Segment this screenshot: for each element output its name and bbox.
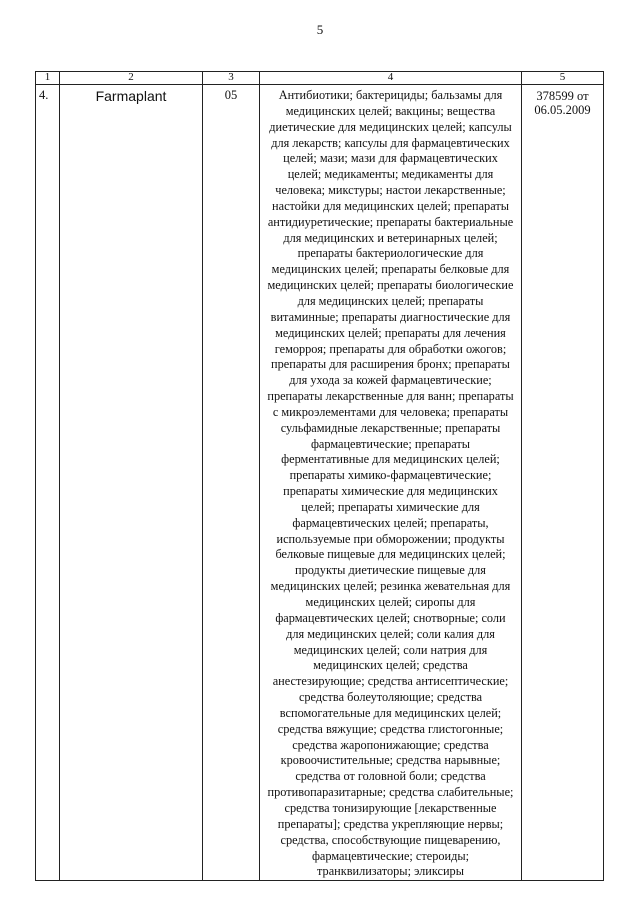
goods-line: для ухода за кожей фармацевтические; bbox=[289, 373, 492, 388]
goods-line: фармацевтических целей; снотворные; соли bbox=[275, 610, 506, 625]
goods-line: настойки для медицинских целей; препараты bbox=[272, 198, 509, 213]
goods-line: фармацевтические; стероиды; bbox=[311, 848, 470, 863]
page-number: 5 bbox=[316, 22, 324, 37]
goods-line: препараты химико-фармацевтические; bbox=[289, 468, 492, 483]
goods-line: целей; препараты химические для bbox=[301, 499, 480, 514]
goods-line: медицинских целей; препараты белковые для bbox=[271, 262, 510, 277]
goods-line: препараты]; средства укрепляющие нервы; bbox=[277, 816, 504, 831]
goods-line: фармацевтические; препараты bbox=[310, 436, 471, 451]
goods-line: для лекарств; капсулы для фармацевтических bbox=[271, 135, 510, 150]
table-row bbox=[36, 85, 604, 881]
goods-line: средства болеутоляющие; средства bbox=[298, 690, 483, 705]
goods-line: транквилизаторы; эликсиры bbox=[317, 864, 464, 879]
header-col-2: 2 bbox=[60, 72, 203, 85]
header-col-4: 4 bbox=[260, 72, 522, 85]
goods-line: с микроэлементами для человека; препараты bbox=[272, 404, 509, 419]
class-number: 05 bbox=[203, 85, 260, 881]
goods-line: ферментативные для медицинских целей; bbox=[281, 452, 500, 467]
goods-line: препараты для расширения бронх; препараты bbox=[271, 357, 510, 372]
goods-line: медицинских целей; соли натрия для bbox=[293, 642, 488, 657]
goods-line: для медицинских целей; препараты bbox=[297, 293, 484, 308]
goods-line: медицинских целей; резинка жевательная для bbox=[270, 579, 511, 594]
table-header-row bbox=[36, 72, 604, 85]
goods-line: вспомогательные для медицинских целей; bbox=[279, 705, 502, 720]
goods-line: человека; микстуры; настои лекарственные; bbox=[275, 183, 506, 198]
goods-line: сульфамидные лекарственные; препараты bbox=[280, 420, 501, 435]
goods-line: препараты химические для медицинских bbox=[283, 484, 498, 499]
goods-line: медицинских целей; препараты для лечения bbox=[275, 325, 506, 340]
goods-line: фармацевтических целей; препараты, bbox=[292, 515, 489, 530]
goods-line: целей; мази; мази для фармацевтических bbox=[283, 151, 498, 166]
goods-line: продукты диетические пищевые для bbox=[295, 563, 486, 578]
goods-list bbox=[260, 85, 522, 881]
goods-line: средства тонизирующие [лекарственные bbox=[284, 800, 497, 815]
registration-cell bbox=[522, 85, 604, 881]
goods-line: средства вяжущие; средства глистогонные; bbox=[277, 721, 504, 736]
goods-line: препараты лекарственные для ванн; препараты bbox=[267, 389, 514, 404]
registration-date: 06.05.2009 bbox=[534, 103, 591, 117]
goods-line: витаминные; препараты диагностические для bbox=[270, 309, 511, 324]
goods-line: противопаразитарные; средства слабительные; bbox=[267, 785, 514, 800]
goods-line: медицинских целей; сиропы для bbox=[305, 595, 476, 609]
goods-line: белковые пищевые для медицинских целей; bbox=[275, 547, 506, 562]
goods-line: для медицинских и ветеринарных целей; bbox=[283, 230, 498, 245]
goods-line: медицинских целей; вакцины; вещества bbox=[285, 103, 496, 118]
row-number: 4. bbox=[36, 85, 60, 881]
goods-line: целей; медикаменты; медикаменты для bbox=[287, 167, 494, 182]
goods-line: для медицинских целей; соли калия для bbox=[286, 626, 495, 641]
registry-table bbox=[35, 71, 604, 881]
header-col-5: 5 bbox=[522, 72, 604, 85]
goods-line: средства от головной боли; средства bbox=[295, 769, 486, 784]
goods-line: антидиуретические; препараты бактериальные bbox=[267, 214, 514, 229]
goods-line: Антибиотики; бактерициды; бальзамы для bbox=[278, 88, 503, 102]
goods-line: препараты бактериологические для bbox=[297, 246, 484, 261]
goods-line: геморроя; препараты для обработки ожогов; bbox=[274, 341, 507, 356]
goods-line: анестезирующие; средства антисептические; bbox=[272, 674, 509, 689]
goods-line: медицинских целей; препараты биологические bbox=[267, 278, 514, 293]
header-col-3: 3 bbox=[203, 72, 260, 85]
trademark-name: Farmaplant bbox=[60, 85, 203, 881]
registration-number: 378599 от bbox=[536, 89, 589, 103]
goods-line: кровоочистительные; средства нарывные; bbox=[280, 753, 501, 768]
goods-line: используемые при обморожении; продукты bbox=[276, 531, 505, 546]
goods-line: средства, способствующие пищеварению, bbox=[280, 832, 501, 847]
goods-line: средства жаропонижающие; средства bbox=[292, 737, 489, 752]
goods-line: медицинских целей; средства bbox=[313, 658, 468, 673]
goods-line: диетические для медицинских целей; капсулы bbox=[269, 119, 512, 134]
header-col-1: 1 bbox=[36, 72, 60, 85]
